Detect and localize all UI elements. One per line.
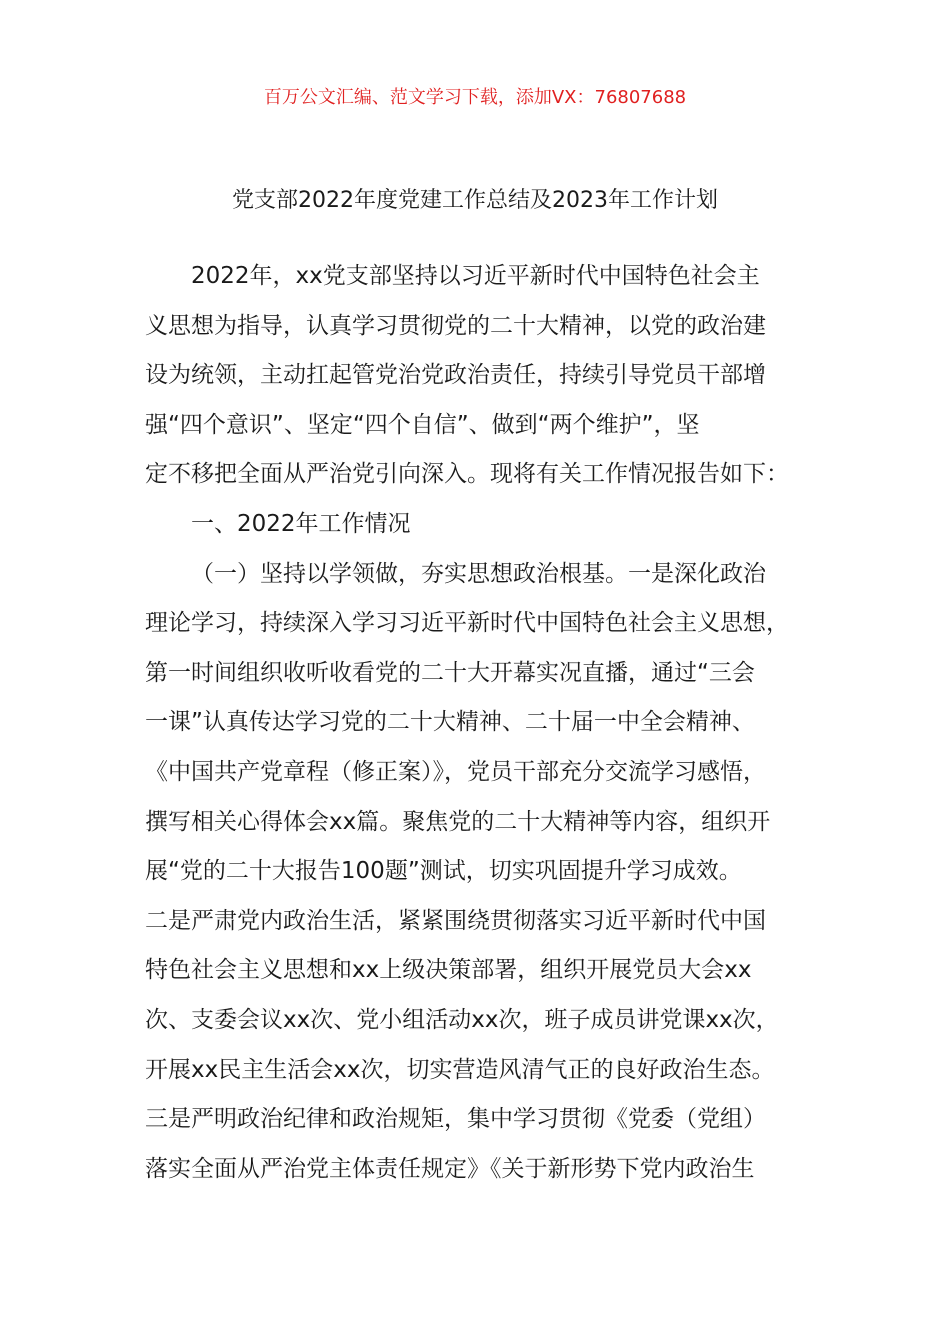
paragraph-line: 二是严肃党内政治生活，紧紧围绕贯彻落实习近平新时代中国 bbox=[145, 907, 766, 934]
paragraph-line: 特色社会主义思想和xx上级决策部署，组织开展党员大会xx bbox=[145, 957, 752, 984]
document-body bbox=[145, 252, 835, 1194]
paragraph-line: 展“党的二十大报告100题”测试，切实巩固提升学习成效。 bbox=[145, 858, 742, 885]
paragraph-line: 理论学习，持续深入学习习近平新时代中国特色社会主义思想， bbox=[145, 610, 789, 637]
paragraph-line: 次、支委会议xx次、党小组活动xx次，班子成员讲党课xx次， bbox=[145, 1006, 779, 1033]
paragraph-line: 2022年，xx党支部坚持以习近平新时代中国特色社会主 bbox=[191, 263, 760, 289]
paragraph-line: 开展xx民主生活会xx次，切实营造风清气正的良好政治生态。 bbox=[145, 1056, 775, 1083]
paragraph-line: 三是严明政治纪律和政治规矩，集中学习贯彻《党委（党组） bbox=[145, 1106, 766, 1133]
paragraph-line: 撰写相关心得体会xx篇。聚焦党的二十大精神等内容，组织开 bbox=[145, 808, 771, 835]
paragraph-line: 义思想为指导，认真学习贯彻党的二十大精神，以党的政治建 bbox=[145, 312, 766, 339]
paragraph-line: 定不移把全面从严治党引向深入。现将有关工作情况报告如下： bbox=[145, 461, 789, 488]
paragraph-line: 第一时间组织收听收看党的二十大开幕实况直播，通过“三会 bbox=[145, 659, 755, 686]
section-heading: 一、2022年工作情况 bbox=[191, 510, 411, 537]
paragraph-line: 强“四个意识”、坚定“四个自信”、做到“两个维护”，坚 bbox=[145, 411, 700, 438]
document-title: 党支部2022年度党建工作总结及2023年工作计划 bbox=[232, 188, 718, 213]
paragraph-line: （一）坚持以学领做，夯实思想政治根基。一是深化政治 bbox=[191, 560, 766, 587]
paragraph-line: 落实全面从严治党主体责任规定》《关于新形势下党内政治生 bbox=[145, 1155, 755, 1182]
paragraph-line: 设为统领，主动扛起管党治党政治责任，持续引导党员干部增 bbox=[145, 362, 766, 389]
paragraph-line: 一课”认真传达学习党的二十大精神、二十届一中全会精神、 bbox=[145, 709, 755, 736]
paragraph-line: 《中国共产党章程（修正案）》，党员干部充分交流学习感悟， bbox=[145, 758, 766, 785]
promo-banner: 百万公文汇编、范文学习下载，添加VX：76807688 bbox=[263, 87, 687, 108]
